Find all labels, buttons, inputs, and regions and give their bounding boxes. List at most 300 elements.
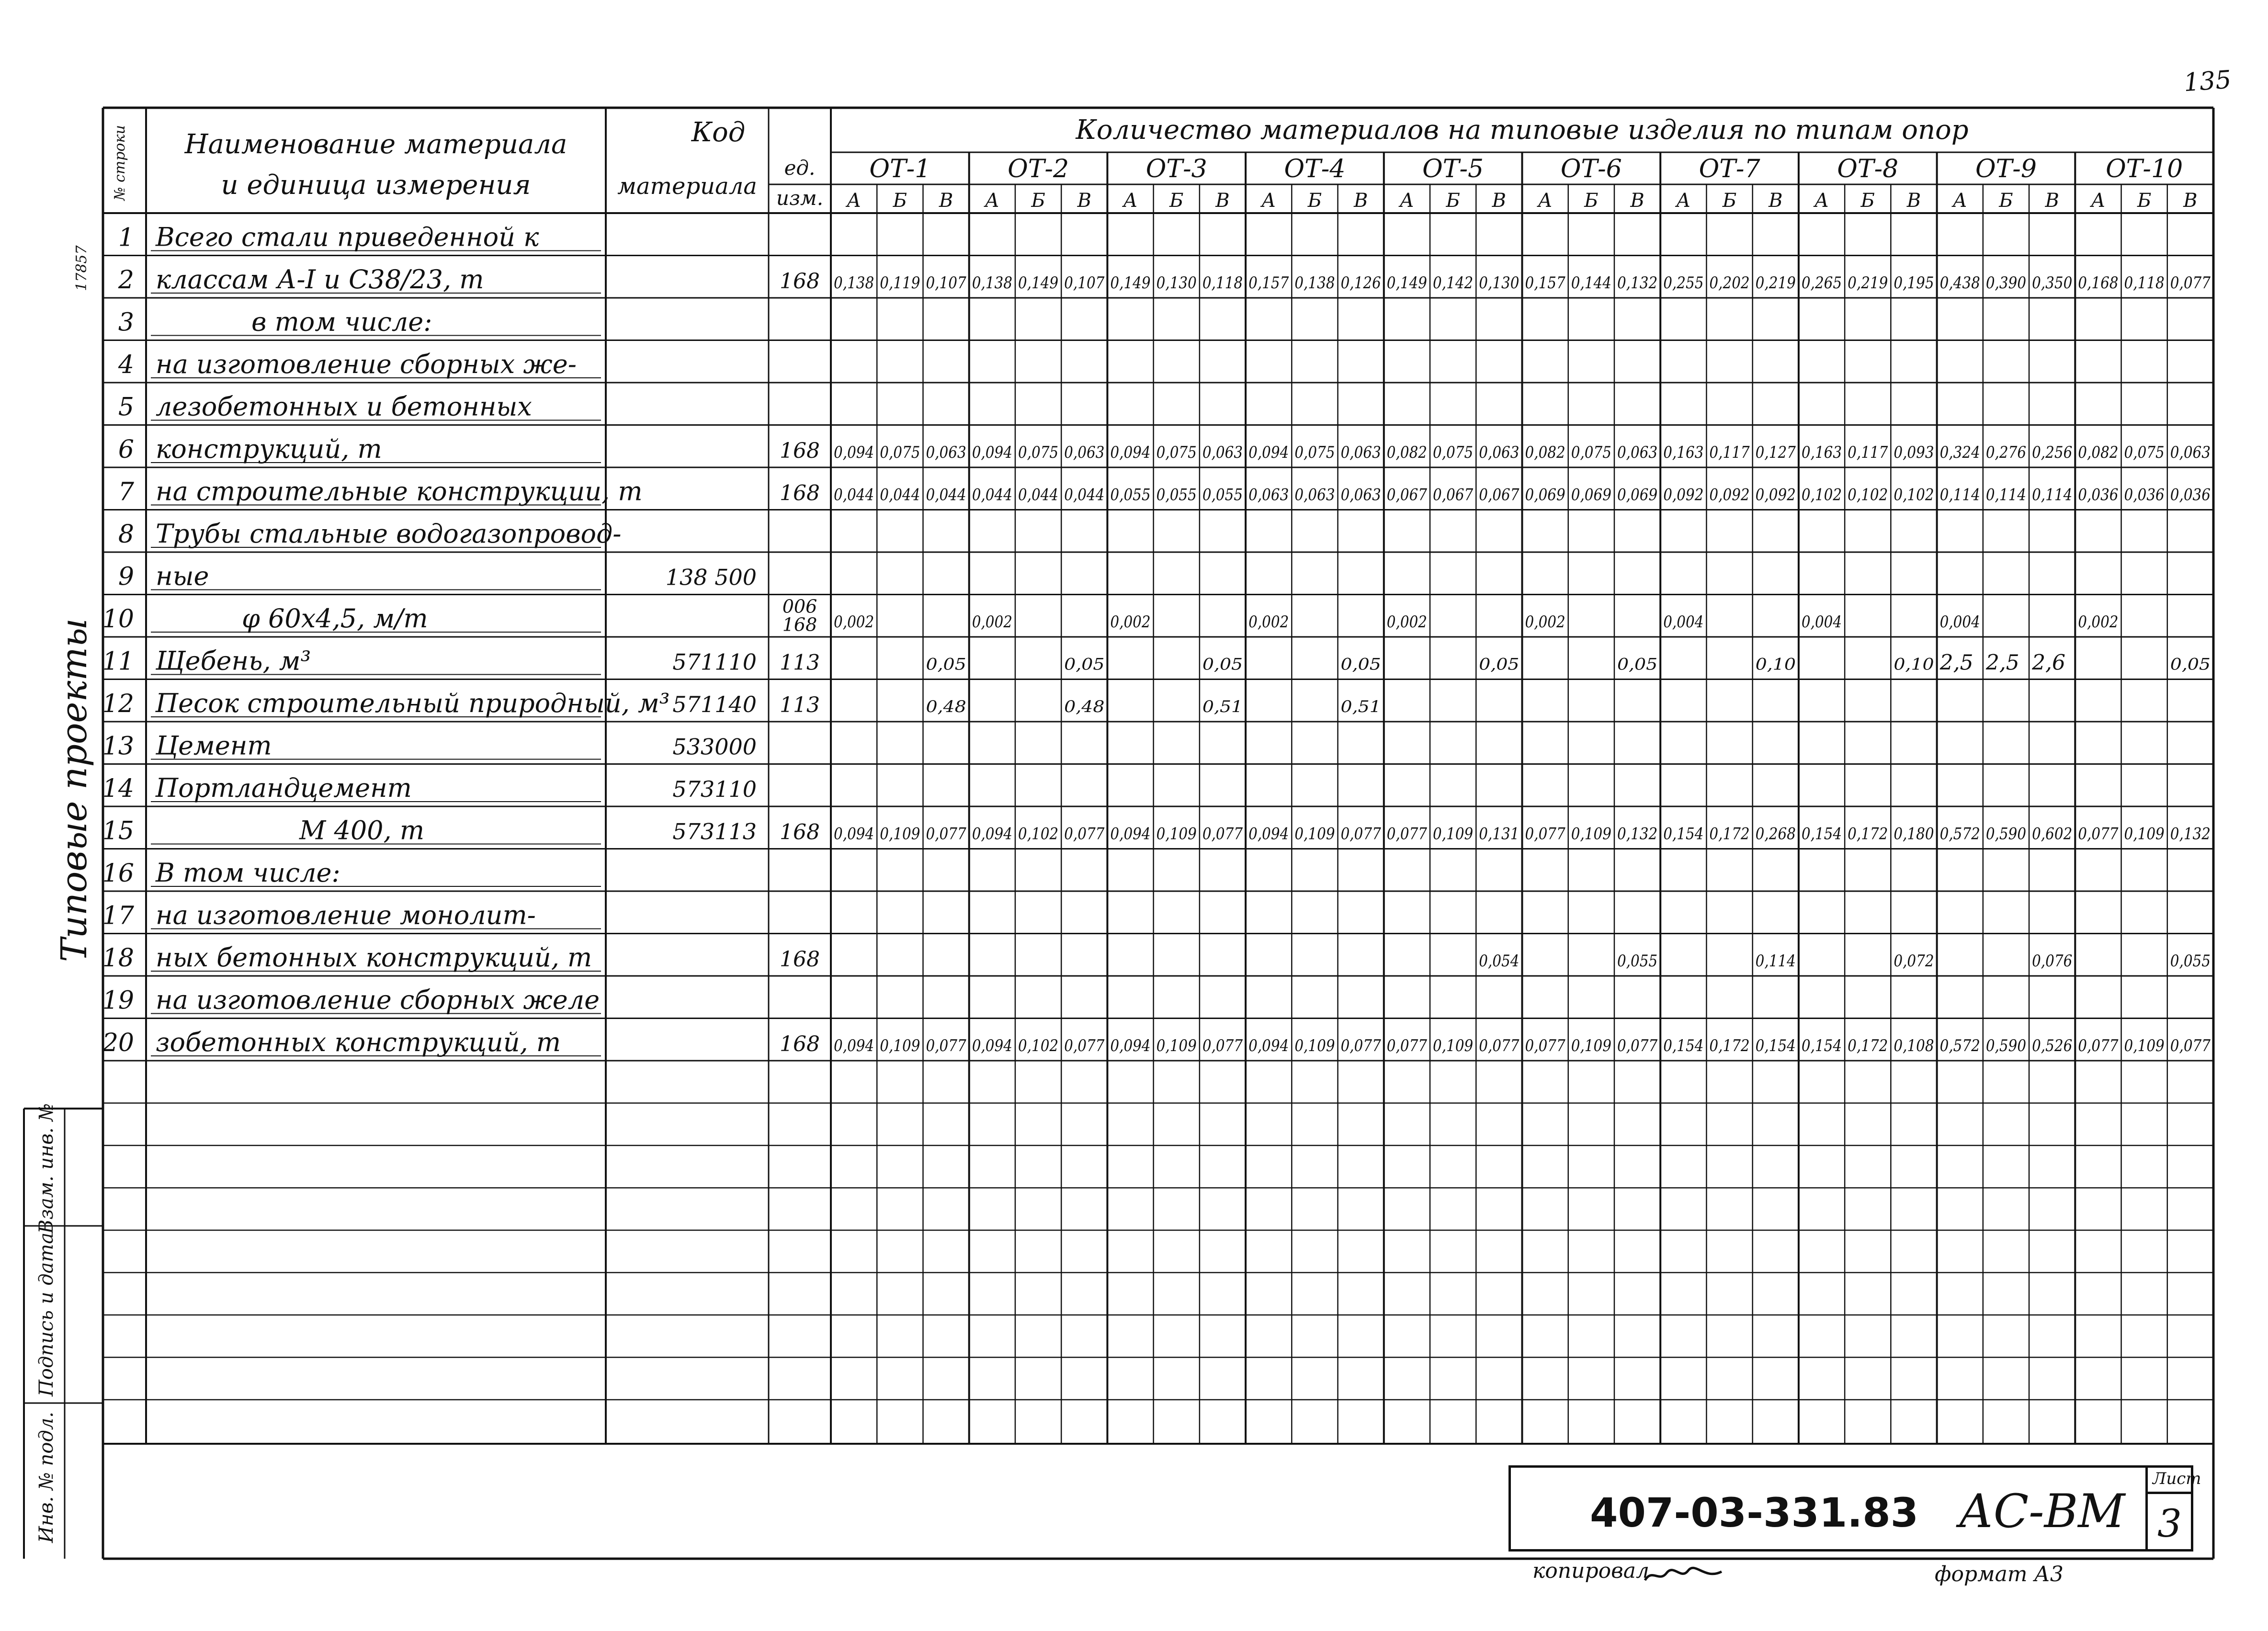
quantity-value: 0,142 [1433,273,1474,293]
quantity-value: 0,117 [1709,443,1750,462]
quantity-value: 0,350 [2032,273,2073,293]
quantity-value: 0,082 [1525,443,1565,462]
copied-by-label: копировал [1532,1559,1649,1583]
quantity-value: 2,5 [1939,650,1973,675]
quantity-value: 0,117 [1848,443,1888,462]
quantity-value: 0,138 [972,273,1012,293]
quantity-value: 0,077 [1617,1036,1658,1055]
material-name: в том числе: [251,306,432,337]
quantity-value: 0,063 [2170,443,2211,462]
quantity-value: 0,102 [1848,485,1888,505]
quantity-value: 0,590 [1985,1036,2027,1055]
quantity-value: 0,055 [1617,951,1658,971]
quantity-value: 0,055 [2170,951,2211,971]
row-number: 19 [102,986,134,1015]
material-name: φ 60х4,5, м/т [242,603,428,634]
subcol-header: Б [1584,190,1599,212]
quantity-value: 0,093 [1894,443,1934,462]
material-name: на изготовление сборных же- [156,349,577,379]
subcol-header: А [846,190,862,212]
subcol-header: А [1676,190,1691,212]
quantity-value: 0,002 [2078,612,2119,632]
quantity-value: 0,077 [2170,273,2211,293]
quantity-value: 0,114 [1755,951,1796,971]
row-number: 16 [102,859,134,888]
quantity-value: 0,077 [1386,824,1428,844]
row-number: 20 [102,1029,134,1057]
quantity-value: 0,063 [1617,443,1658,462]
subcol-header: В [1353,190,1368,212]
subcol-header: Б [1031,190,1045,212]
unit-header-line1: ед. [784,156,816,180]
quantity-value: 0,055 [1156,485,1197,505]
row-number: 15 [102,816,134,846]
material-code: 571110 [672,649,757,675]
material-name: на изготовление монолит- [156,900,536,930]
name-header-line2: и единица измерения [221,170,531,201]
material-name: конструкций, т [156,434,382,464]
quantity-value: 0,102 [1894,485,1934,505]
material-code: 573113 [672,818,757,845]
subcol-header: А [1399,190,1415,212]
quantity-value: 0,036 [2124,485,2165,505]
quantity-value: 0,077 [926,824,967,844]
quantity-value: 0,063 [1479,443,1520,462]
quantity-value: 0,036 [2170,485,2211,505]
quantity-value: 0,10 [1755,655,1796,674]
quantity-value: 0,132 [2170,824,2211,844]
row-number: 12 [102,690,134,718]
quantity-value: 0,05 [2170,655,2211,674]
group-header: ОТ-1 [869,155,931,183]
unit-code: 168 [780,820,820,845]
quantity-value: 0,063 [1248,485,1289,505]
group-header: ОТ-9 [1975,155,2037,183]
material-name: ных бетонных конструкций, т [156,942,592,973]
material-name: В том числе: [156,858,340,888]
quantity-value: 0,05 [1064,655,1105,674]
quantity-value: 0,114 [2032,485,2073,505]
subcol-header: А [1952,190,1967,212]
quantity-value: 0,149 [1110,273,1151,293]
quantity-value: 0,077 [1202,824,1243,844]
quantity-value: 0,077 [2078,824,2119,844]
quantity-value: 0,51 [1340,697,1381,716]
format-label: формат А3 [1935,1562,2064,1586]
quantity-value: 0,002 [972,612,1012,632]
quantity-value: 0,109 [1294,1036,1335,1055]
quantity-value: 0,109 [1433,824,1474,844]
subcol-header: А [1123,190,1138,212]
unit-code: 168 [780,269,820,294]
quantity-value: 0,109 [2124,824,2165,844]
drawing-mark: АС-ВМ [1959,1484,2125,1538]
row-number: 1 [118,223,134,252]
quantity-value: 0,526 [2032,1036,2073,1055]
quantity-value: 0,077 [926,1036,967,1055]
subcol-header: А [1538,190,1553,212]
quantity-value: 0,094 [972,443,1012,462]
quantity-value: 0,094 [972,824,1012,844]
subcol-header: В [1906,190,1921,212]
quantity-value: 0,131 [1479,824,1520,844]
group-header: ОТ-4 [1284,155,1346,183]
quantity-value: 0,094 [1110,443,1151,462]
quantity-value: 0,127 [1755,443,1796,462]
quantity-value: 0,109 [880,824,920,844]
quantity-value: 0,202 [1709,273,1750,293]
quantity-value: 0,063 [1340,485,1381,505]
quantity-value: 2,5 [1985,650,2019,675]
quantity-value: 0,094 [834,1036,874,1055]
quantity-value: 0,002 [1248,612,1289,632]
quantity-value: 0,219 [1755,273,1796,293]
quantity-value: 0,002 [1110,612,1151,632]
quantity-value: 0,094 [1248,443,1289,462]
quantity-value: 0,144 [1571,273,1611,293]
quantity-value: 2,6 [2032,650,2066,675]
subcol-header: В [1215,190,1230,212]
unit-code: 168 [780,947,820,972]
subcol-header: А [1814,190,1829,212]
subcol-header: А [985,190,999,212]
quantity-value: 0,109 [880,1036,920,1055]
sheet-number: 3 [2157,1501,2182,1546]
quantity-value: 0,255 [1663,273,1704,293]
row-number: 11 [102,647,134,676]
quantity-value: 0,094 [1248,824,1289,844]
quantity-value: 0,044 [880,485,920,505]
side-note: 17857 [73,245,90,291]
quantity-value: 0,102 [1801,485,1842,505]
quantity-value: 0,063 [1340,443,1381,462]
quantity-value: 0,077 [1525,1036,1566,1055]
subcol-header: Б [1446,190,1460,212]
quantity-value: 0,067 [1479,485,1520,505]
material-name: на изготовление сборных желе [156,985,600,1015]
subcol-header: В [2183,190,2198,212]
quantity-value: 0,324 [1939,443,1980,462]
series-label: Типовые проекты [54,618,95,962]
quantity-value: 0,132 [1617,273,1658,293]
quantity-value: 0,109 [1156,1036,1197,1055]
quantity-value: 0,075 [1433,443,1474,462]
quantity-value: 0,390 [1985,273,2027,293]
subcol-header: В [2045,190,2059,212]
subcol-header: В [1077,190,1091,212]
quantity-value: 0,109 [1571,824,1611,844]
material-name: Всего стали приведенной к [156,222,539,252]
subcol-header: Б [1722,190,1737,212]
quantity-value: 0,077 [1340,824,1382,844]
quantity-value: 0,138 [1294,273,1335,293]
unit-code: 168 [780,481,820,506]
quantity-value: 0,002 [1525,612,1565,632]
material-name: Песок строительный природный, м³ [156,688,670,718]
name-header-line1: Наименование материала [184,129,567,160]
group-header: ОТ-3 [1145,155,1207,183]
quantity-value: 0,055 [1202,485,1243,505]
row-number: 2 [118,266,134,294]
quantity-value: 0,180 [1894,824,1934,844]
quantity-value: 0,172 [1709,824,1750,844]
quantity-value: 0,077 [2170,1036,2211,1055]
quantity-value: 0,114 [1939,485,1980,505]
quantity-value: 0,002 [834,612,874,632]
quantity-value: 0,154 [1755,1036,1796,1055]
quantity-value: 0,48 [1064,697,1105,716]
unit-code: 006 [782,596,817,617]
group-header: ОТ-10 [2106,155,2183,183]
quantity-value: 0,107 [926,273,967,293]
quantity-header: Количество материалов на типовые изделия по типам опор [1076,114,1969,146]
row-number: 5 [118,393,134,422]
unit-code: 113 [780,693,820,717]
subcol-header: Б [1307,190,1322,212]
material-code: 573110 [672,776,757,802]
quantity-value: 0,195 [1894,273,1934,293]
row-number: 13 [102,732,134,761]
quantity-value: 0,154 [1663,824,1704,844]
group-header: ОТ-6 [1560,155,1622,183]
material-name: Щебень, м³ [156,646,311,676]
quantity-value: 0,102 [1018,1036,1059,1055]
quantity-value: 0,082 [2078,443,2119,462]
material-name: Трубы стальные водогазопровод- [156,519,622,549]
sheet-label: Лист [2153,1469,2201,1488]
row-number: 9 [118,562,134,591]
quantity-value: 0,076 [2032,951,2073,971]
quantity-value: 0,077 [1525,824,1566,844]
group-header: ОТ-2 [1008,155,1069,183]
quantity-value: 0,063 [1064,443,1105,462]
quantity-value: 0,130 [1479,273,1520,293]
quantity-value: 0,077 [1340,1036,1382,1055]
quantity-value: 0,063 [926,443,966,462]
quantity-value: 0,004 [1663,612,1704,632]
quantity-value: 0,072 [1894,951,1934,971]
subcol-header: В [939,190,953,212]
quantity-value: 0,268 [1755,824,1796,844]
unit-code: 168 [780,439,820,463]
quantity-value: 0,154 [1801,824,1842,844]
unit-code: 168 [780,1032,820,1056]
quantity-value: 0,172 [1709,1036,1750,1055]
quantity-value: 0,069 [1617,485,1658,505]
material-name: на строительные конструкции, т [156,476,643,507]
quantity-value: 0,114 [1985,485,2027,505]
quantity-value: 0,063 [1294,485,1335,505]
quantity-value: 0,044 [834,485,874,505]
sign-date-label: Подпись и дата [35,1232,57,1397]
unit-header-line2: изм. [776,186,824,210]
quantity-value: 0,118 [2124,273,2165,293]
quantity-value: 0,132 [1617,824,1658,844]
quantity-value: 0,109 [1433,1036,1474,1055]
quantity-value: 0,054 [1479,951,1520,971]
quantity-value: 0,094 [972,1036,1012,1055]
quantity-value: 0,149 [1386,273,1428,293]
quantity-value: 0,163 [1801,443,1842,462]
quantity-value: 0,109 [2124,1036,2165,1055]
row-number: 6 [118,435,134,464]
group-header: ОТ-5 [1422,155,1484,183]
unit-code: 168 [782,614,817,635]
quantity-value: 0,077 [2078,1036,2119,1055]
quantity-value: 0,154 [1801,1036,1842,1055]
subcol-header: Б [2137,190,2152,212]
quantity-value: 0,063 [1202,443,1243,462]
quantity-value: 0,075 [1571,443,1611,462]
quantity-value: 0,219 [1848,273,1888,293]
quantity-value: 0,163 [1663,443,1704,462]
quantity-value: 0,10 [1894,655,1934,674]
quantity-value: 0,004 [1801,612,1842,632]
quantity-value: 0,130 [1156,273,1197,293]
subcol-header: Б [1169,190,1184,212]
quantity-value: 0,002 [1386,612,1428,632]
quantity-value: 0,109 [1294,824,1335,844]
row-number: 10 [102,605,134,634]
quantity-value: 0,067 [1433,485,1474,505]
quantity-value: 0,276 [1985,443,2027,462]
quantity-value: 0,05 [1479,655,1520,674]
quantity-value: 0,067 [1386,485,1428,505]
quantity-value: 0,438 [1939,273,1980,293]
quantity-value: 0,05 [1340,655,1381,674]
subcol-header: В [1769,190,1783,212]
unit-code: 113 [780,650,820,675]
quantity-value: 0,092 [1663,485,1704,505]
quantity-value: 0,572 [1939,1036,1980,1055]
quantity-value: 0,149 [1018,273,1059,293]
subcol-header: А [2091,190,2106,212]
quantity-value: 0,157 [1248,273,1289,293]
quantity-value: 0,172 [1848,1036,1888,1055]
row-number-header: № строки [112,125,128,201]
quantity-value: 0,157 [1525,273,1566,293]
quantity-value: 0,092 [1755,485,1796,505]
copier-signature [1643,1566,1724,1580]
quantity-value: 0,077 [1479,1036,1520,1055]
subcol-header: А [1261,190,1276,212]
quantity-value: 0,109 [1571,1036,1611,1055]
quantity-value: 0,044 [926,485,966,505]
material-name: Цемент [156,730,272,761]
quantity-value: 0,092 [1709,485,1750,505]
quantity-value: 0,102 [1018,824,1059,844]
corner-sheet-number: 135 [2183,65,2233,98]
row-number: 18 [102,944,134,973]
quantity-value: 0,118 [1202,273,1243,293]
quantity-value: 0,075 [1294,443,1335,462]
quantity-value: 0,077 [1202,1036,1243,1055]
row-number: 4 [118,351,134,379]
quantity-value: 0,094 [834,443,874,462]
quantity-value: 0,094 [1110,824,1151,844]
material-code: 571140 [672,691,757,717]
quantity-value: 0,51 [1202,697,1243,716]
material-name: ные [156,561,209,591]
row-number: 7 [118,477,134,507]
inv-original-label: Инв. № подл. [35,1412,57,1543]
quantity-value: 0,077 [1064,1036,1105,1055]
quantity-value: 0,082 [1386,443,1428,462]
quantity-value: 0,168 [2078,273,2119,293]
material-name: М 400, т [299,815,425,846]
quantity-value: 0,108 [1894,1036,1934,1055]
quantity-value: 0,265 [1801,273,1842,293]
group-header: ОТ-7 [1699,155,1760,183]
material-name: классам А-I и С38/23, т [156,264,484,294]
subcol-header: Б [1860,190,1875,212]
code-sub-header: материала [617,173,757,200]
quantity-value: 0,126 [1340,273,1381,293]
title-block-mark-divider [2145,1465,2148,1552]
quantity-value: 0,572 [1939,824,1980,844]
quantity-value: 0,075 [880,443,920,462]
quantity-value: 0,044 [1018,485,1059,505]
subcol-header: Б [1999,190,2013,212]
document-code: 407-03-331.83 [1590,1489,1919,1536]
material-name: Портландцемент [156,773,412,803]
material-name: зобетонных конструкций, т [156,1027,561,1057]
row-number: 8 [118,520,134,549]
row-number: 3 [118,308,134,337]
quantity-value: 0,138 [834,273,874,293]
quantity-value: 0,094 [834,824,874,844]
quantity-value: 0,154 [1663,1036,1704,1055]
quantity-value: 0,075 [2124,443,2165,462]
quantity-value: 0,119 [880,273,920,293]
quantity-value: 0,004 [1939,612,1980,632]
quantity-value: 0,107 [1064,273,1105,293]
quantity-value: 0,075 [1018,443,1059,462]
group-header: ОТ-8 [1837,155,1899,183]
quantity-value: 0,036 [2078,485,2119,505]
subcol-header: Б [893,190,907,212]
quantity-value: 0,094 [1110,1036,1151,1055]
quantity-value: 0,069 [1525,485,1565,505]
quantity-value: 0,077 [1386,1036,1428,1055]
subcol-header: В [1630,190,1644,212]
quantity-value: 0,48 [926,697,966,716]
quantity-value: 0,05 [1202,655,1243,674]
title-block-sheet-divider [2145,1492,2193,1494]
row-number: 17 [102,901,134,930]
quantity-value: 0,075 [1156,443,1197,462]
quantity-value: 0,055 [1110,485,1151,505]
quantity-value: 0,172 [1848,824,1888,844]
quantity-value: 0,602 [2032,824,2073,844]
quantity-value: 0,044 [1064,485,1105,505]
row-number: 14 [102,774,134,803]
quantity-value: 0,077 [1064,824,1105,844]
subcol-header: В [1492,190,1507,212]
quantity-value: 0,590 [1985,824,2027,844]
material-name: лезобетонных и бетонных [156,391,532,422]
material-code: 533000 [672,734,757,760]
quantity-value: 0,256 [2032,443,2073,462]
quantity-value: 0,094 [1248,1036,1289,1055]
code-header: Код [691,117,746,148]
material-code: 138 500 [665,564,757,590]
quantity-value: 0,069 [1571,485,1611,505]
quantity-value: 0,044 [972,485,1012,505]
quantity-value: 0,05 [926,655,966,674]
inv-replacement-label: Взам. инв. № [35,1103,57,1234]
quantity-value: 0,109 [1156,824,1197,844]
